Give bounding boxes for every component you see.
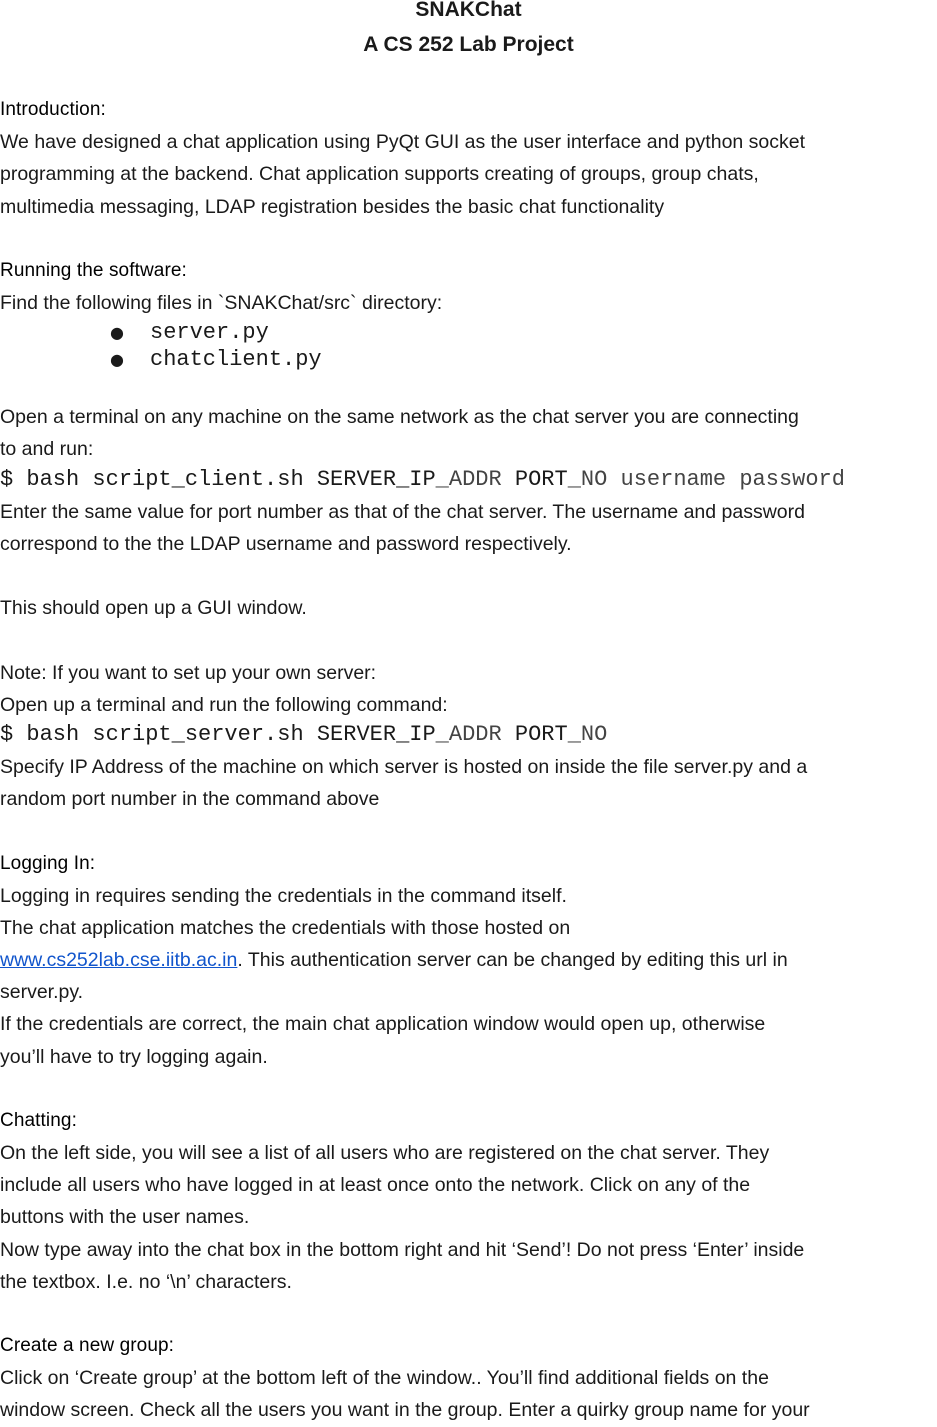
file-list-item: ● server.py <box>110 320 269 346</box>
find-files-line: Find the following files in `SNAKChat/src` directory: <box>0 291 443 314</box>
client-command: $ bash script_client.sh SERVER_IP_ADDR PORT_NO username password <box>0 466 845 492</box>
group-heading: Create a new group: <box>0 1335 175 1357</box>
open-terminal-line: Open a terminal on any machine on the same network as the chat server you are connecting <box>0 406 799 429</box>
login-line: If the credentials are correct, the main chat application window would open up, otherwise <box>0 1013 766 1036</box>
enter-port-line: Enter the same value for port number as that of the chat server. The username and password <box>0 500 805 523</box>
note-line: Note: If you want to set up your own server: <box>0 661 377 684</box>
bullet-icon: ● <box>110 323 124 343</box>
doc-title: SNAKChat <box>415 0 522 21</box>
bullet-icon: ● <box>110 350 124 370</box>
intro-line: multimedia messaging, LDAP registration besides the basic chat functionality <box>0 195 665 218</box>
chatting-heading: Chatting: <box>0 1109 77 1131</box>
intro-line: programming at the backend. Chat application supports creating of groups, group chats, <box>0 163 759 186</box>
intro-line: We have designed a chat application using PyQt GUI as the user interface and python socket <box>0 131 806 154</box>
enter-port-line: correspond to the the LDAP username and password respectively. <box>0 532 572 555</box>
file-list <box>0 319 937 373</box>
auth-server-link[interactable]: www.cs252lab.cse.iitb.ac.in <box>0 948 238 971</box>
login-line: you’ll have to try logging again. <box>0 1045 268 1068</box>
login-link-line: www.cs252lab.cse.iitb.ac.in. This authentication server can be changed by editing this url in <box>0 948 788 971</box>
open-terminal-server-line: Open up a terminal and run the following command: <box>0 693 448 716</box>
open-terminal-line: to and run: <box>0 438 94 461</box>
chatting-line: the textbox. I.e. no ‘\n’ characters. <box>0 1270 292 1293</box>
gui-line: This should open up a GUI window. <box>0 597 307 620</box>
doc-subtitle: A CS 252 Lab Project <box>363 33 574 56</box>
server-command: $ bash script_server.sh SERVER_IP_ADDR PORT_NO <box>0 721 608 747</box>
login-heading: Logging In: <box>0 852 96 874</box>
running-heading: Running the software: <box>0 259 187 281</box>
login-line: Logging in requires sending the credentials in the command itself. <box>0 884 567 907</box>
chatting-line: On the left side, you will see a list of all users who are registered on the chat server. They <box>0 1141 770 1164</box>
chatting-line: buttons with the user names. <box>0 1206 250 1229</box>
group-line: window screen. Check all the users you want in the group. Enter a quirky group name for your <box>0 1399 810 1422</box>
login-line: The chat application matches the credentials with those hosted on <box>0 916 571 939</box>
file-list-item: ● chatclient.py <box>110 347 322 373</box>
intro-heading: Introduction: <box>0 99 106 121</box>
login-line: server.py. <box>0 981 84 1004</box>
chatting-line: include all users who have logged in at least once onto the network. Click on any of the <box>0 1174 751 1197</box>
group-line: Click on ‘Create group’ at the bottom left of the window.. You’ll find additional fields on the <box>0 1367 769 1390</box>
specify-line: random port number in the command above <box>0 788 380 811</box>
specify-line: Specify IP Address of the machine on which server is hosted on inside the file server.py and a <box>0 755 808 778</box>
chatting-line: Now type away into the chat box in the bottom right and hit ‘Send’! Do not press ‘Enter’ inside <box>0 1238 805 1261</box>
